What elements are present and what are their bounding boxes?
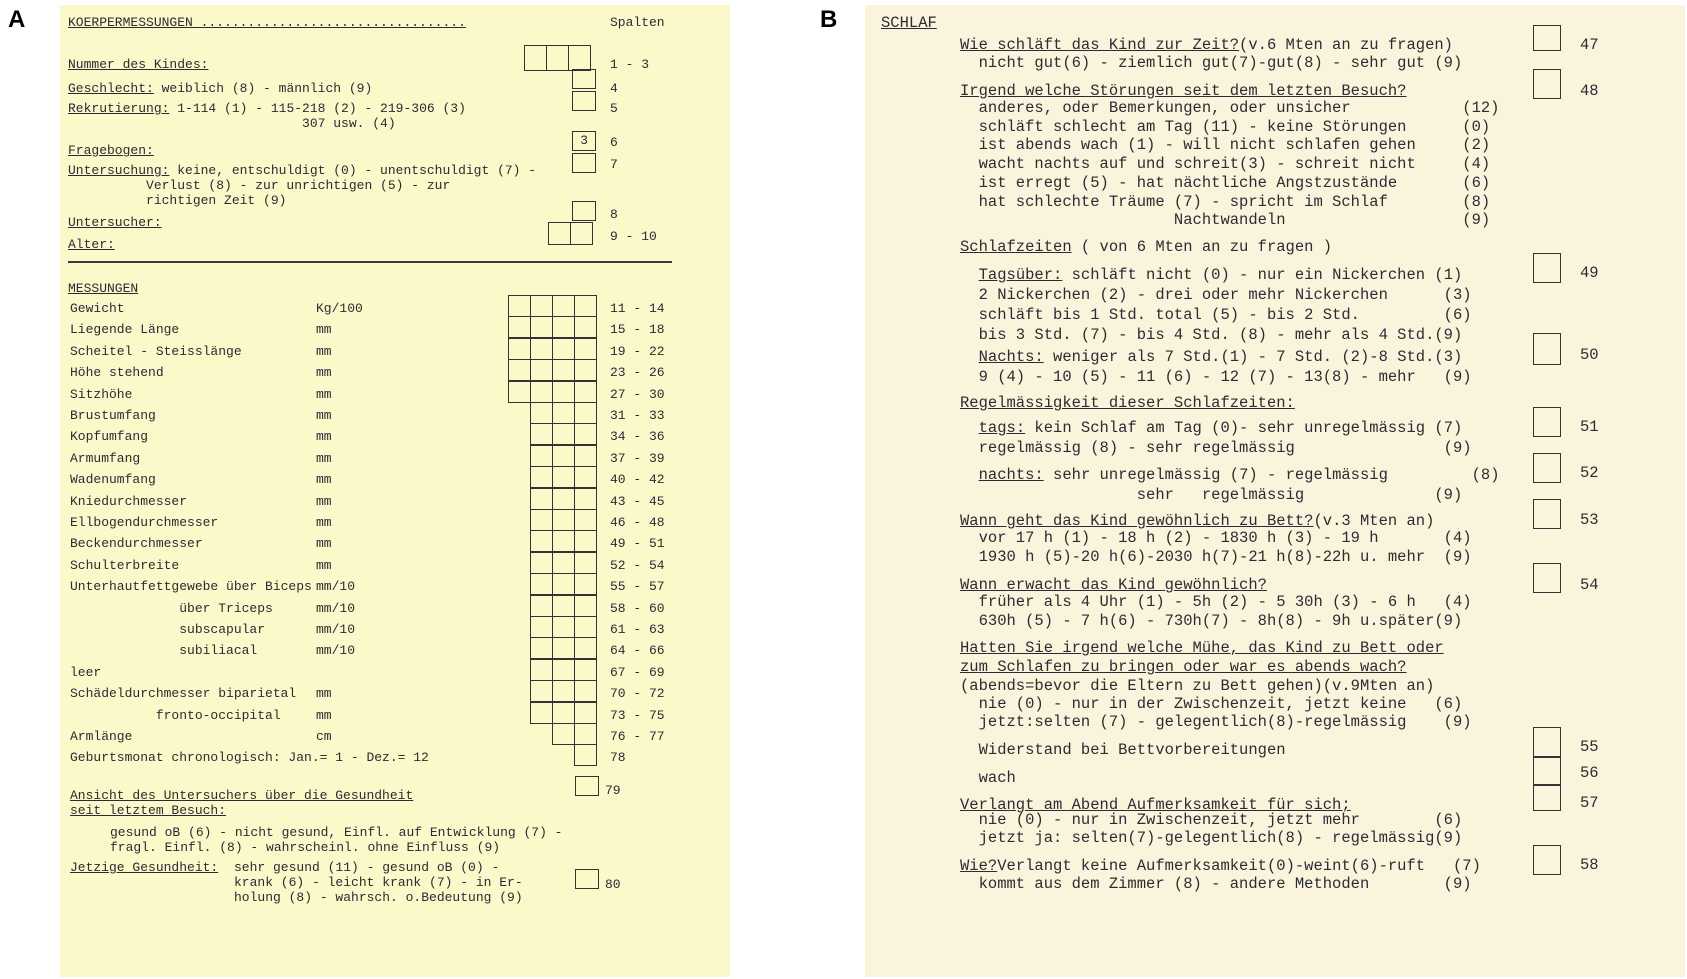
col-number: 73 - 75 [610,708,665,723]
measurement-unit: mm/10 [316,579,356,594]
field-text: 1-114 (1) - 115-218 (2) - 219-306 (3) 307 usw. (4) [177,101,466,131]
measurement-name: Liegende Länge [70,322,180,337]
field-label: Untersucher: [68,215,162,230]
question-heading: Wie schläft das Kind zur Zeit? [960,36,1240,54]
col-number: 67 - 69 [610,665,665,680]
col-number: 31 - 33 [610,408,665,423]
question-47-options: nicht gut(6) - ziemlich gut(7)-gut(8) - sehr gut (9) [960,54,1463,72]
answer-box-49[interactable] [1533,253,1561,283]
measurement-unit: mm [316,708,332,723]
measurement-name: Ellbogendurchmesser [70,515,219,530]
field-examination [68,163,536,208]
measurement-boxes[interactable] [530,702,597,724]
col-number: 49 - 51 [610,536,665,551]
col-number: 55 - 57 [610,579,665,594]
measurement-boxes[interactable] [508,381,597,403]
sheet-a-title: KOERPERMESSUNGEN .................................. [68,15,466,30]
question-49 [960,265,1472,345]
measurement-boxes[interactable] [530,637,597,659]
measurement-boxes[interactable] [552,723,597,745]
current-health-text: sehr gesund (11) - gesund oB (0) - krank (6) - leicht krank (7) - in Er- holung (8) - wahrsch. o.Bedeutung (9) [234,860,523,905]
col-number: 50 [1580,346,1599,364]
measurement-unit: mm/10 [316,643,356,658]
measurements-heading: MESSUNGEN [68,281,139,296]
measurement-boxes[interactable] [530,466,597,488]
measurement-boxes[interactable] [530,552,597,574]
question-56: wach [960,769,1016,787]
measurement-boxes[interactable] [530,659,597,681]
measurement-boxes[interactable] [530,530,597,552]
panel-label-b: B [820,6,838,33]
answer-box-58[interactable] [1533,845,1561,875]
measurement-unit: mm [316,472,332,487]
measurement-boxes[interactable] [530,595,597,617]
measurement-name: Schulterbreite [70,558,180,573]
field-questionnaire [68,143,154,158]
col-number: 51 [1580,418,1599,436]
col-number: 5 [610,101,618,116]
col-number: 7 [610,157,618,172]
answer-box-56[interactable] [1533,757,1561,785]
bedtime-trouble-options: (abends=bevor die Eltern zu Bett gehen)(v.9Mten an) nie (0) - nur in der Zwischenzeit, jetzt keine (6) jetzt:selten (7) - gelegentlich(8)-regelmässig (9) [960,677,1472,731]
answer-box-47[interactable] [1533,25,1561,51]
col-number: 79 [605,783,621,798]
age-boxes[interactable] [548,222,593,245]
measurement-name: fronto-occipital [70,708,281,723]
measurement-boxes[interactable] [530,509,597,531]
col-number: 48 [1580,82,1599,100]
child-number-boxes[interactable] [524,45,591,71]
measurement-unit: mm [316,558,332,573]
question-47 [960,35,1453,55]
measurement-unit: mm [316,408,332,423]
current-health-box[interactable] [575,869,599,889]
measurement-name: Scheitel - Steisslänge [70,344,242,359]
col-number: 1 - 3 [610,57,650,72]
panel-label-a: A [8,6,26,33]
measurement-boxes[interactable] [530,402,597,424]
question-heading-note: (v.6 Mten an zu fragen) [1239,36,1453,54]
col-number: 43 - 45 [610,494,665,509]
col-number: 80 [605,877,621,892]
col-number: 37 - 39 [610,451,665,466]
answer-box-51[interactable] [1533,407,1561,437]
col-number: 58 - 60 [610,601,665,616]
question-54-heading: Wann erwacht das Kind gewöhnlich? [960,576,1267,594]
measurement-boxes[interactable] [530,445,597,467]
field-label: Geschlecht: [68,81,154,96]
measurement-name: Sitzhöhe [70,387,133,402]
current-health-label: Jetzige Gesundheit: [70,860,219,875]
question-54-options: früher als 4 Uhr (1) - 5h (2) - 5 30h (3) - 6 h (4) 630h (5) - 7 h(6) - 730h(7) - 8h(8) - 9h u.später(9) [978,593,1472,630]
recruitment-box[interactable] [572,91,596,111]
question-heading: Wann geht das Kind gewöhnlich zu Bett? [960,512,1314,530]
examiner-box[interactable] [572,201,596,221]
field-label: Untersuchung: [68,163,170,178]
measurement-unit: Kg/100 [316,301,363,316]
bedtime-trouble-heading: Hatten Sie irgend welche Mühe, das Kind zu Bett oder zum Schlafen zu bringen oder war es abends wach? [960,639,1444,676]
col-number: 64 - 66 [610,643,665,658]
col-number: 34 - 36 [610,429,665,444]
measurement-boxes[interactable] [530,488,597,510]
question-53 [960,511,1434,531]
answer-box-48[interactable] [1533,69,1561,99]
opinion-heading: Ansicht des Untersuchers über die Gesundheit seit letztem Besuch: [70,788,414,818]
col-number: 47 [1580,36,1599,54]
field-child-number [68,57,208,72]
question-48-heading: Irgend welche Störungen seit dem letzten Besuch? [960,82,1407,100]
answer-box-57[interactable] [1533,785,1561,811]
question-55: Widerstand bei Bettvorbereitungen [960,741,1286,759]
measurement-boxes[interactable] [508,338,597,360]
question-options: kein Schlaf am Tag (0)- sehr unregelmässig (7) regelmässig (8) - sehr regelmässig (9) [978,419,1472,457]
field-text: weiblich (8) - männlich (9) [153,81,373,96]
col-number: 78 [610,750,626,765]
measurement-unit: mm/10 [316,601,356,616]
question-48-options: anderes, oder Bemerkungen, oder unsicher (12) schläft schlecht am Tag (11) - keine Störungen (0) ist abends wach (1) - will nicht schlafen gehen (2) wacht nachts auf und schreit(3) - schreit nicht (4) ist erregt (5) - hat nächtliche Angstzustände (6) hat schlechte Träume (7) - spricht im Schlaf (8) Nachtwandeln (9) [978,99,1500,230]
measurement-unit: mm [316,322,332,337]
col-number: 70 - 72 [610,686,665,701]
measurement-unit: mm [316,429,332,444]
field-examiner [68,215,162,230]
question-51 [960,418,1472,458]
col-number: 76 - 77 [610,729,665,744]
sheet-b-title: SCHLAF [881,14,937,32]
regularity-heading: Regelmässigkeit dieser Schlafzeiten: [960,394,1295,412]
field-label: Alter: [68,237,115,252]
question-50 [960,347,1472,387]
col-number: 52 [1580,464,1599,482]
section-heading: Schlafzeiten [960,238,1072,256]
answer-box-50[interactable] [1533,333,1561,365]
measurement-boxes[interactable] [574,744,597,766]
measurement-name: Gewicht [70,301,125,316]
col-number: 15 - 18 [610,322,665,337]
col-number: 61 - 63 [610,622,665,637]
col-number: 55 [1580,738,1599,756]
measurement-unit: mm [316,686,332,701]
field-text: keine, entschuldigt (0) - unentschuldigt (7) - Verlust (8) - zur unrichtigen (5) - zur richtigen Zeit (9) [146,163,537,208]
section-divider [68,261,672,263]
col-number: 52 - 54 [610,558,665,573]
measurement-name: subiliacal [70,643,258,658]
measurement-unit: cm [316,729,332,744]
col-number: 57 [1580,794,1599,812]
measurement-boxes[interactable] [530,680,597,702]
question-options: sehr unregelmässig (7) - regelmässig (8) sehr regelmässig (9) [1053,466,1500,504]
measurement-name: Schädeldurchmesser biparietal [70,686,297,701]
answer-box-53[interactable] [1533,499,1561,529]
col-number: 9 - 10 [610,229,657,244]
measurement-boxes[interactable] [530,423,597,445]
field-sex [68,81,372,96]
field-age [68,237,115,252]
measurement-name: Armlänge [70,729,133,744]
answer-box-54[interactable] [1533,563,1561,593]
form-sheet-koerpermessungen [60,5,730,977]
col-number: 4 [610,81,618,96]
col-number: 19 - 22 [610,344,665,359]
question-57-options: nie (0) - nur in Zwischenzeit, jetzt mehr (6) jetzt ja: selten(7)-gelegentlich(8) - regelmässig(9) [978,811,1463,847]
question-options: Verlangt keine Aufmerksamkeit(0)-weint(6)-ruft (7) kommt aus dem Zimmer (8) - andere Methoden (9) [978,857,1481,893]
col-number: 56 [1580,764,1599,782]
field-label: Rekrutierung: [68,101,170,116]
form-sheet-schlaf [865,5,1685,977]
measurement-name: Höhe stehend [70,365,164,380]
col-number: 46 - 48 [610,515,665,530]
question-options: weniger als 7 Std.(1) - 7 Std. (2)-8 Std.(3) 9 (4) - 10 (5) - 11 (6) - 12 (7) - 13(8) - mehr (9) [978,348,1472,386]
measurement-boxes[interactable] [508,316,597,338]
question-options: schläft nicht (0) - nur ein Nickerchen (1) 2 Nickerchen (2) - drei oder mehr Nickerchen (3) schläft bis 1 Std. total (5) - bis 2 Std. (6) bis 3 Std. (7) - bis 4 Std. (8) - mehr als 4 Std.(9) [978,266,1472,344]
col-number: 6 [610,135,618,150]
measurement-name: Beckendurchmesser [70,536,203,551]
question-52 [960,465,1500,505]
question-heading-note: (v.3 Mten an) [1313,512,1435,530]
measurement-name: Kopfumfang [70,429,149,444]
measurement-name: Wadenumfang [70,472,156,487]
question-label: nachts: [978,466,1044,484]
measurement-boxes[interactable] [530,573,597,595]
question-58 [960,857,1481,893]
col-number: 49 [1580,264,1599,282]
measurement-unit: mm [316,451,332,466]
col-number: 53 [1580,511,1599,529]
opinion-box[interactable] [575,776,599,796]
col-number: 8 [610,207,618,222]
measurement-name: über Triceps [70,601,273,616]
measurement-name: leer [70,665,102,680]
question-label: Nachts: [978,348,1044,366]
field-label: Nummer des Kindes: [68,57,209,72]
col-number: 11 - 14 [610,301,665,316]
measurement-unit: mm [316,344,332,359]
measurement-unit: mm [316,494,332,509]
measurement-boxes[interactable] [508,359,597,381]
measurement-unit: mm [316,365,332,380]
opinion-text: gesund oB (6) - nicht gesund, Einfl. auf Entwicklung (7) - fragl. Einfl. (8) - wahrscheinl. ohne Einfluss (9) [110,825,563,855]
measurement-unit: mm [316,387,332,402]
question-label: tags: [978,419,1026,437]
measurement-unit: mm/10 [316,622,356,637]
measurement-name: Brustumfang [70,408,156,423]
col-number: 58 [1580,856,1599,874]
col-number: 40 - 42 [610,472,665,487]
column-header: Spalten [610,15,665,30]
measurement-name: Geburtsmonat chronologisch: Jan.= 1 - Dez.= 12 [70,750,429,765]
measurement-unit: mm [316,536,332,551]
measurement-name: Unterhautfettgewebe über Biceps [70,579,312,594]
question-label: Tagsüber: [978,266,1063,284]
sleep-times-heading [960,237,1332,257]
questionnaire-box[interactable]: 3 [572,131,596,151]
measurement-name: Kniedurchmesser [70,494,188,509]
field-label: Fragebogen: [68,143,154,158]
col-number: 54 [1580,576,1599,594]
measurement-name: subscapular [70,622,266,637]
question-57-heading: Verlangt am Abend Aufmerksamkeit für sich; [960,796,1351,814]
measurement-unit: mm [316,515,332,530]
answer-box-52[interactable] [1533,453,1561,483]
examination-box[interactable] [572,153,596,173]
measurement-boxes[interactable] [530,616,597,638]
field-recruitment [68,101,466,131]
measurement-name: Armumfang [70,451,141,466]
sex-box[interactable] [572,69,596,89]
col-number: 23 - 26 [610,365,665,380]
question-heading: Wie? [960,857,998,875]
question-53-options: vor 17 h (1) - 18 h (2) - 1830 h (3) - 19 h (4) 1930 h (5)-20 h(6)-2030 h(7)-21 h(8)-22h u. mehr (9) [978,529,1472,566]
col-number: 27 - 30 [610,387,665,402]
section-note: ( von 6 Mten an zu fragen ) [1071,238,1333,256]
measurement-boxes[interactable] [508,295,597,317]
answer-box-55[interactable] [1533,727,1561,757]
